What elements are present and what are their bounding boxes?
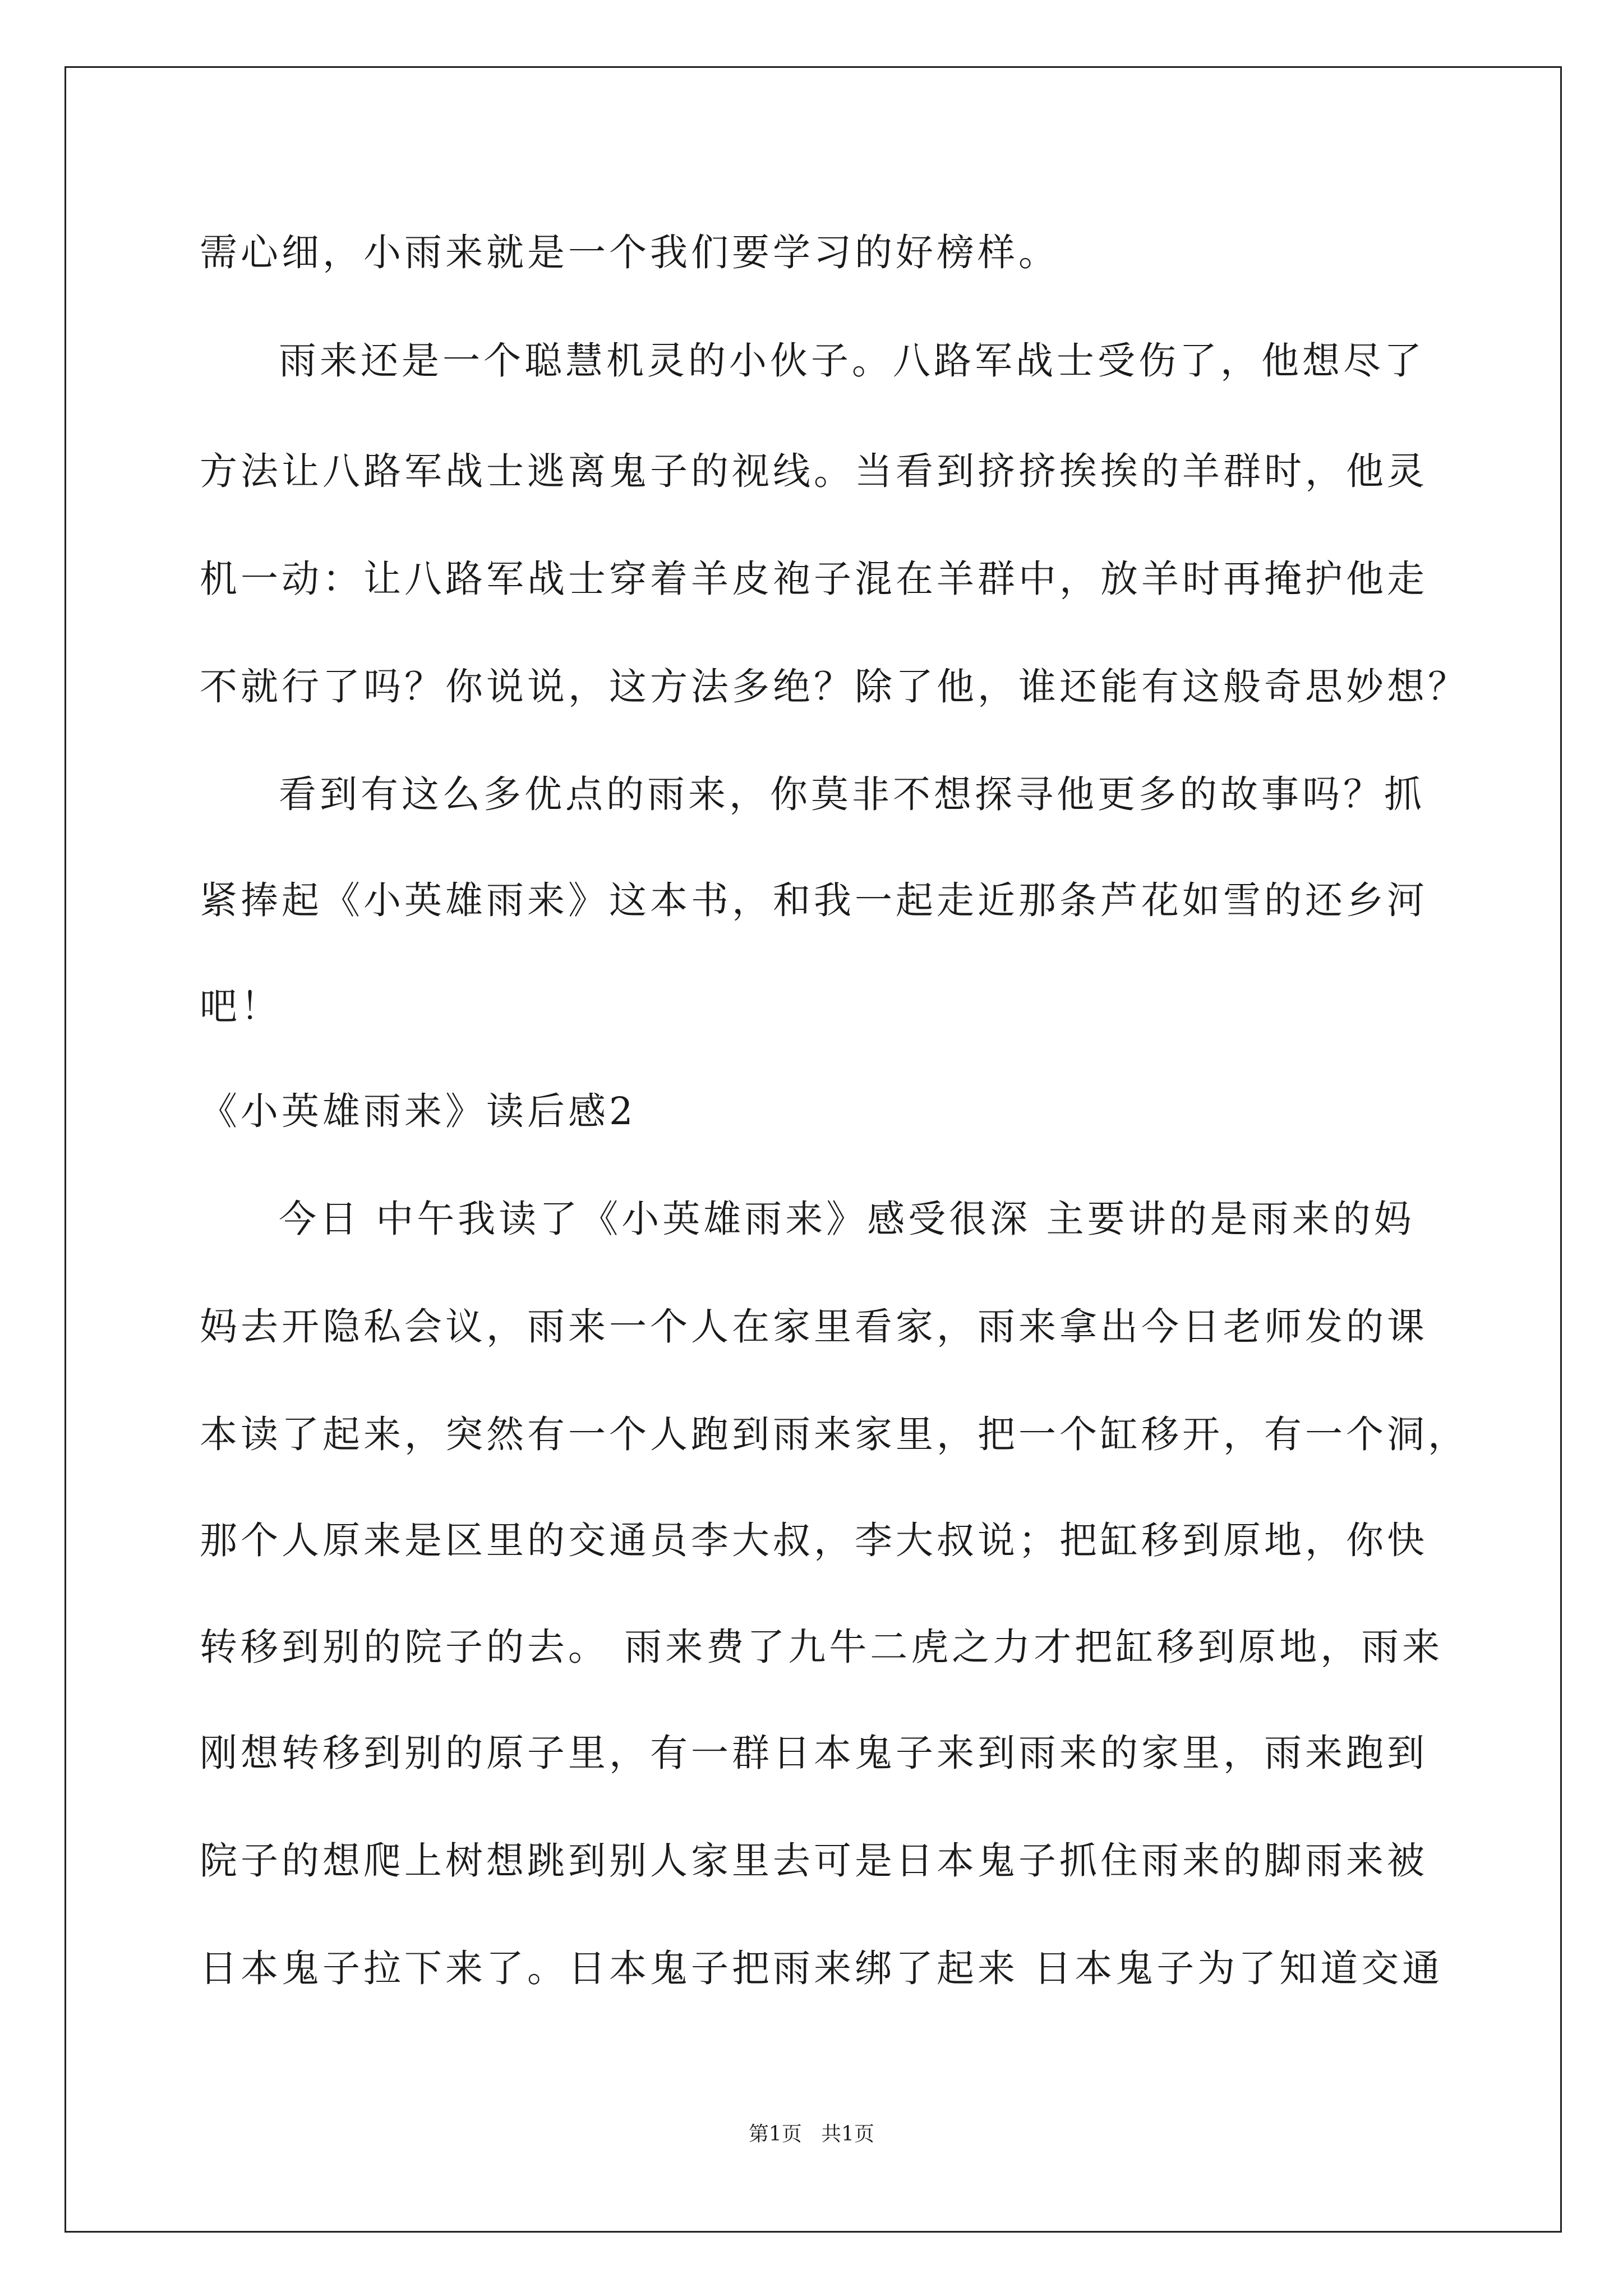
paragraph-line: 那个人原来是区里的交通员李大叔，李大叔说；把缸移到原地，你快 [200,1519,1428,1562]
paragraph-line: 转移到别的院子的去。 雨来费了九牛二虎之力才把缸移到原地，雨来 [200,1625,1444,1669]
paragraph-line: 本读了起来，突然有一个人跑到雨来家里，把一个缸移开，有一个洞， [200,1412,1469,1456]
paragraph-line: 吧！ [200,984,282,1028]
paragraph-line: 雨来还是一个聪慧机灵的小伙子。八路军战士受伤了，他想尽了 [279,339,1425,383]
paragraph-line: 刚想转移到别的原子里，有一群日本鬼子来到雨来的家里，雨来跑到 [200,1731,1428,1775]
paragraph-line: 看到有这么多优点的雨来，你莫非不想探寻他更多的故事吗？抓 [279,772,1425,816]
paragraph-line: 日本鬼子拉下来了。日本鬼子把雨来绑了起来 日本鬼子为了知道交通 [200,1947,1444,1990]
paragraph-line: 今日 中午我读了《小英雄雨来》感受很深 主要讲的是雨来的妈 [279,1197,1415,1241]
paragraph-line: 妈去开隐私会议，雨来一个人在家里看家，雨来拿出今日老师发的课 [200,1305,1428,1349]
paragraph-line: 不就行了吗？你说说，这方法多绝？除了他，谁还能有这般奇思妙想？ [200,665,1469,708]
paragraph-line: 方法让八路军战士逃离鬼子的视线。当看到挤挤挨挨的羊群时，他灵 [200,449,1428,493]
paragraph-line: 需心细，小雨来就是一个我们要学习的好榜样。 [200,231,1059,274]
paragraph-line: 紧捧起《小英雄雨来》这本书，和我一起走近那条芦花如雪的还乡河 [200,878,1428,922]
paragraph-line: 机一动：让八路军战士穿着羊皮袍子混在羊群中，放羊时再掩护他走 [200,557,1428,601]
section-heading: 《小英雄雨来》读后感2 [200,1089,637,1133]
paragraph-line: 院子的想爬上树想跳到别人家里去可是日本鬼子抓住雨来的脚雨来被 [200,1839,1428,1883]
page-footer: 第1页 共1页 [748,2123,875,2146]
